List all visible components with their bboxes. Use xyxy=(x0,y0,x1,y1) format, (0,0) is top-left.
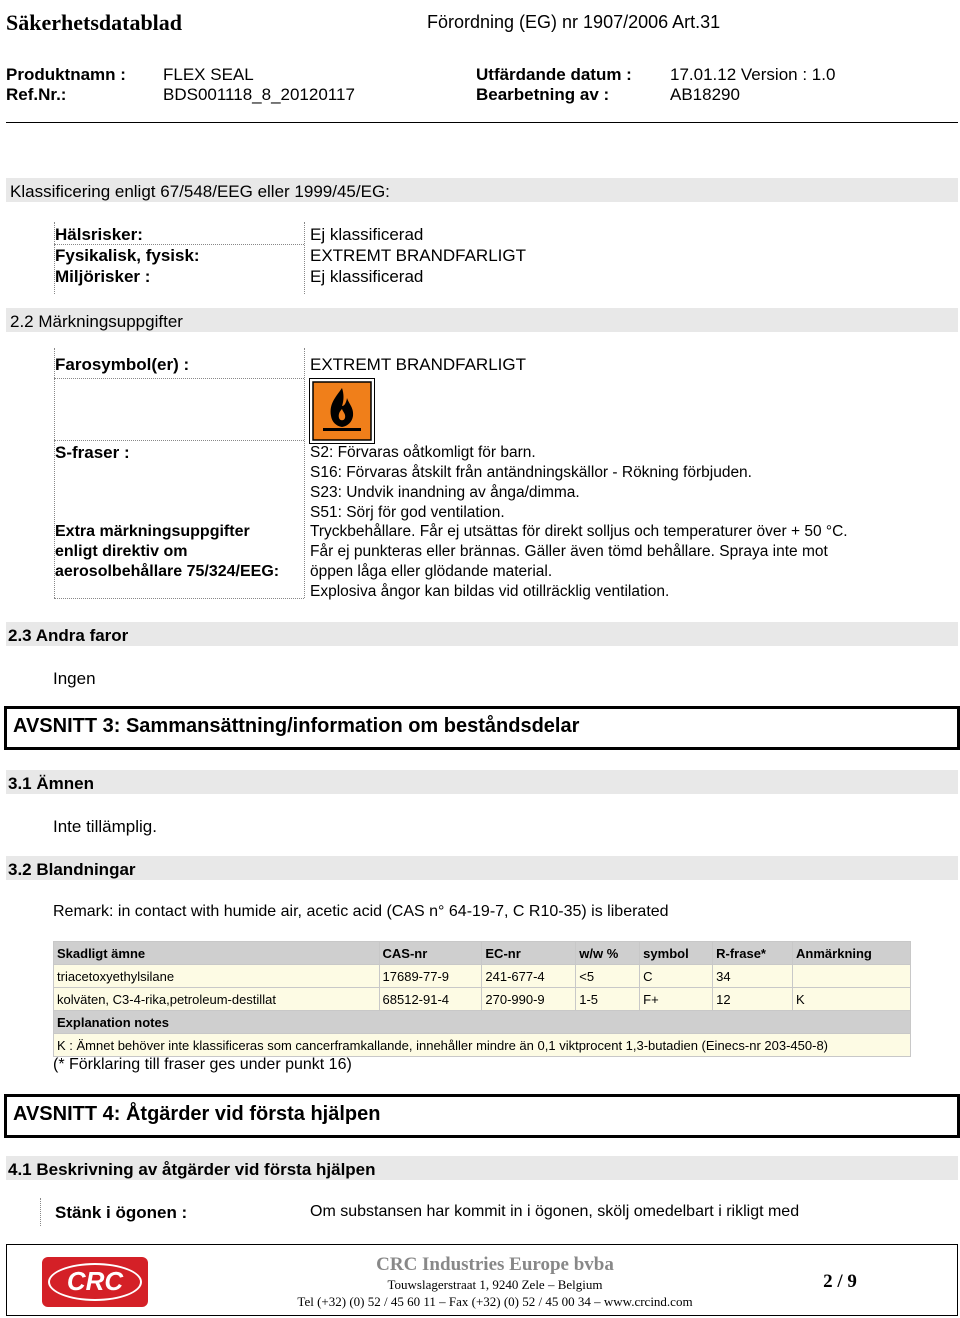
page-number: 2 / 9 xyxy=(823,1271,857,1292)
r-phrase-footnote: (* Förklaring till fraser ges under punkt 16) xyxy=(53,1056,352,1073)
edit-label: Bearbetning av : xyxy=(476,85,610,104)
table-cell: 34 xyxy=(713,965,793,988)
environment-risk-label: Miljörisker : xyxy=(55,267,151,286)
table-row xyxy=(54,988,911,1011)
issue-value: 17.01.12 Version : 1.0 xyxy=(670,65,836,84)
extra-label-line: enligt direktiv om xyxy=(55,543,188,560)
ref-label: Ref.Nr.: xyxy=(6,85,67,104)
dotted-guide xyxy=(54,598,304,599)
section4-title: AVSNITT 4: Åtgärder vid första hjälpen xyxy=(13,1103,381,1125)
column-header: symbol xyxy=(640,942,713,965)
table-cell: <5 xyxy=(576,965,640,988)
section4-header xyxy=(4,1094,960,1138)
s-phrase: S23: Undvik inandning av ånga/dimma. xyxy=(310,484,580,501)
labelling-heading: 2.2 Märkningsuppgifter xyxy=(10,312,183,331)
dotted-guide xyxy=(40,1198,41,1226)
table-row xyxy=(54,965,911,988)
product-value: FLEX SEAL xyxy=(163,65,254,84)
other-hazards-heading: 2.3 Andra faror xyxy=(8,626,129,645)
first-aid-heading: 4.1 Beskrivning av åtgärder vid första hjälpen xyxy=(8,1160,376,1179)
extra-text-line: Tryckbehållare. Får ej utsättas för direkt solljus och temperaturer över + 50 °C. xyxy=(310,523,848,540)
substances-text: Inte tillämplig. xyxy=(53,817,157,836)
crc-logo xyxy=(42,1257,148,1307)
other-hazards-text: Ingen xyxy=(53,669,96,688)
other-hazards-band xyxy=(6,622,958,646)
column-header: w/w % xyxy=(576,942,640,965)
notes-heading: Explanation notes xyxy=(54,1011,911,1034)
ref-value: BDS001118_8_20120117 xyxy=(163,85,355,104)
flammable-hazard-icon xyxy=(309,378,375,444)
dotted-guide xyxy=(54,378,304,379)
s-phrase: S2: Förvaras oåtkomligt för barn. xyxy=(310,444,536,461)
extra-label-line: aerosolbehållare 75/324/EEG: xyxy=(55,563,280,580)
regulation: Förordning (EG) nr 1907/2006 Art.31 xyxy=(427,12,721,32)
s-phrases-label: S-fraser : xyxy=(55,443,130,462)
mixtures-remark: Remark: in contact with humide air, acetic acid (CAS n° 64-19-7, C R10-35) is liberated xyxy=(53,903,669,920)
physical-risk-label: Fysikalisk, fysisk: xyxy=(55,246,200,265)
table-cell: kolväten, C3-4-rika,petroleum-destillat xyxy=(54,988,380,1011)
notes-text: K : Ämnet behöver inte klassificeras som cancerframkallande, innehåller mindre än 0,1 viktprocent 1,3-butadien (Einecs-nr 203-450-8) xyxy=(54,1034,911,1057)
logo-text: CRC xyxy=(66,1266,124,1296)
table-cell: 270-990-9 xyxy=(482,988,576,1011)
health-risk-value: Ej klassificerad xyxy=(310,225,424,244)
mixtures-heading: 3.2 Blandningar xyxy=(8,860,136,879)
issue-label: Utfärdande datum : xyxy=(476,65,632,84)
notes-row xyxy=(54,1034,911,1057)
dotted-guide xyxy=(54,440,304,441)
table-cell: 1-5 xyxy=(576,988,640,1011)
section3-header xyxy=(4,706,960,750)
environment-risk-value: Ej klassificerad xyxy=(310,267,424,286)
section3-title: AVSNITT 3: Sammansättning/information om beståndsdelar xyxy=(13,715,580,737)
table-cell xyxy=(793,965,911,988)
s-phrase: S51: Sörj för god ventilation. xyxy=(310,504,505,521)
company-address: Touwslagerstraat 1, 9240 Zele – Belgium xyxy=(387,1277,603,1292)
extra-labelling-text xyxy=(310,522,848,602)
table-cell: 241-677-4 xyxy=(482,965,576,988)
column-header: Skadligt ämne xyxy=(54,942,380,965)
health-risk-label: Hälsrisker: xyxy=(55,225,143,244)
doc-title: Säkerhetsdatablad xyxy=(6,10,183,35)
extra-text-line: Får ej punkteras eller brännas. Gäller även tömd behållare. Spraya inte mot xyxy=(310,543,828,560)
company-contact: Tel (+32) (0) 52 / 45 60 11 – Fax (+32) (0) 52 / 45 00 34 – www.crcind.com xyxy=(297,1294,693,1309)
header-divider xyxy=(6,122,958,123)
column-header: EC-nr xyxy=(482,942,576,965)
table-cell: K xyxy=(793,988,911,1011)
table-cell: 17689-77-9 xyxy=(379,965,482,988)
substances-band xyxy=(6,770,958,794)
mixtures-band xyxy=(6,856,958,880)
extra-label-line: Extra märkningsuppgifter xyxy=(55,523,250,540)
table-cell: 68512-91-4 xyxy=(379,988,482,1011)
s-phrase: S16: Förvaras åtskilt från antändningskällor - Rökning förbjuden. xyxy=(310,464,752,481)
column-header: Anmärkning xyxy=(793,942,911,965)
extra-labelling-label xyxy=(55,522,279,582)
eye-contact-label: Stänk i ögonen : xyxy=(55,1203,188,1222)
product-label: Produktnamn : xyxy=(6,65,126,84)
s-phrases-list xyxy=(310,443,752,523)
column-header: CAS-nr xyxy=(379,942,482,965)
dotted-guide xyxy=(304,348,305,598)
eye-contact-text: Om substansen har kommit in i ögonen, skölj omedelbart i rikligt med xyxy=(310,1203,800,1220)
composition-table xyxy=(53,941,911,1057)
notes-header-row xyxy=(54,1011,911,1034)
table-cell: triacetoxyethylsilane xyxy=(54,965,380,988)
extra-text-line: öppen låga eller glödande material. xyxy=(310,563,553,580)
table-cell: C xyxy=(640,965,713,988)
table-cell: F+ xyxy=(640,988,713,1011)
table-cell: 12 xyxy=(713,988,793,1011)
physical-risk-value: EXTREMT BRANDFARLIGT xyxy=(310,246,526,265)
edit-value: AB18290 xyxy=(670,85,740,104)
classification-heading: Klassificering enligt 67/548/EEG eller 1999/45/EG: xyxy=(10,182,390,201)
company-name: CRC Industries Europe bvba xyxy=(376,1254,614,1275)
dotted-guide xyxy=(304,222,305,294)
symbol-value: EXTREMT BRANDFARLIGT xyxy=(310,355,526,374)
extra-text-line: Explosiva ångor kan bildas vid otillräcklig ventilation. xyxy=(310,583,670,600)
column-header: R-frase* xyxy=(713,942,793,965)
symbol-label: Farosymbol(er) : xyxy=(55,355,190,374)
table-header-row xyxy=(54,942,911,965)
substances-heading: 3.1 Ämnen xyxy=(8,774,94,793)
